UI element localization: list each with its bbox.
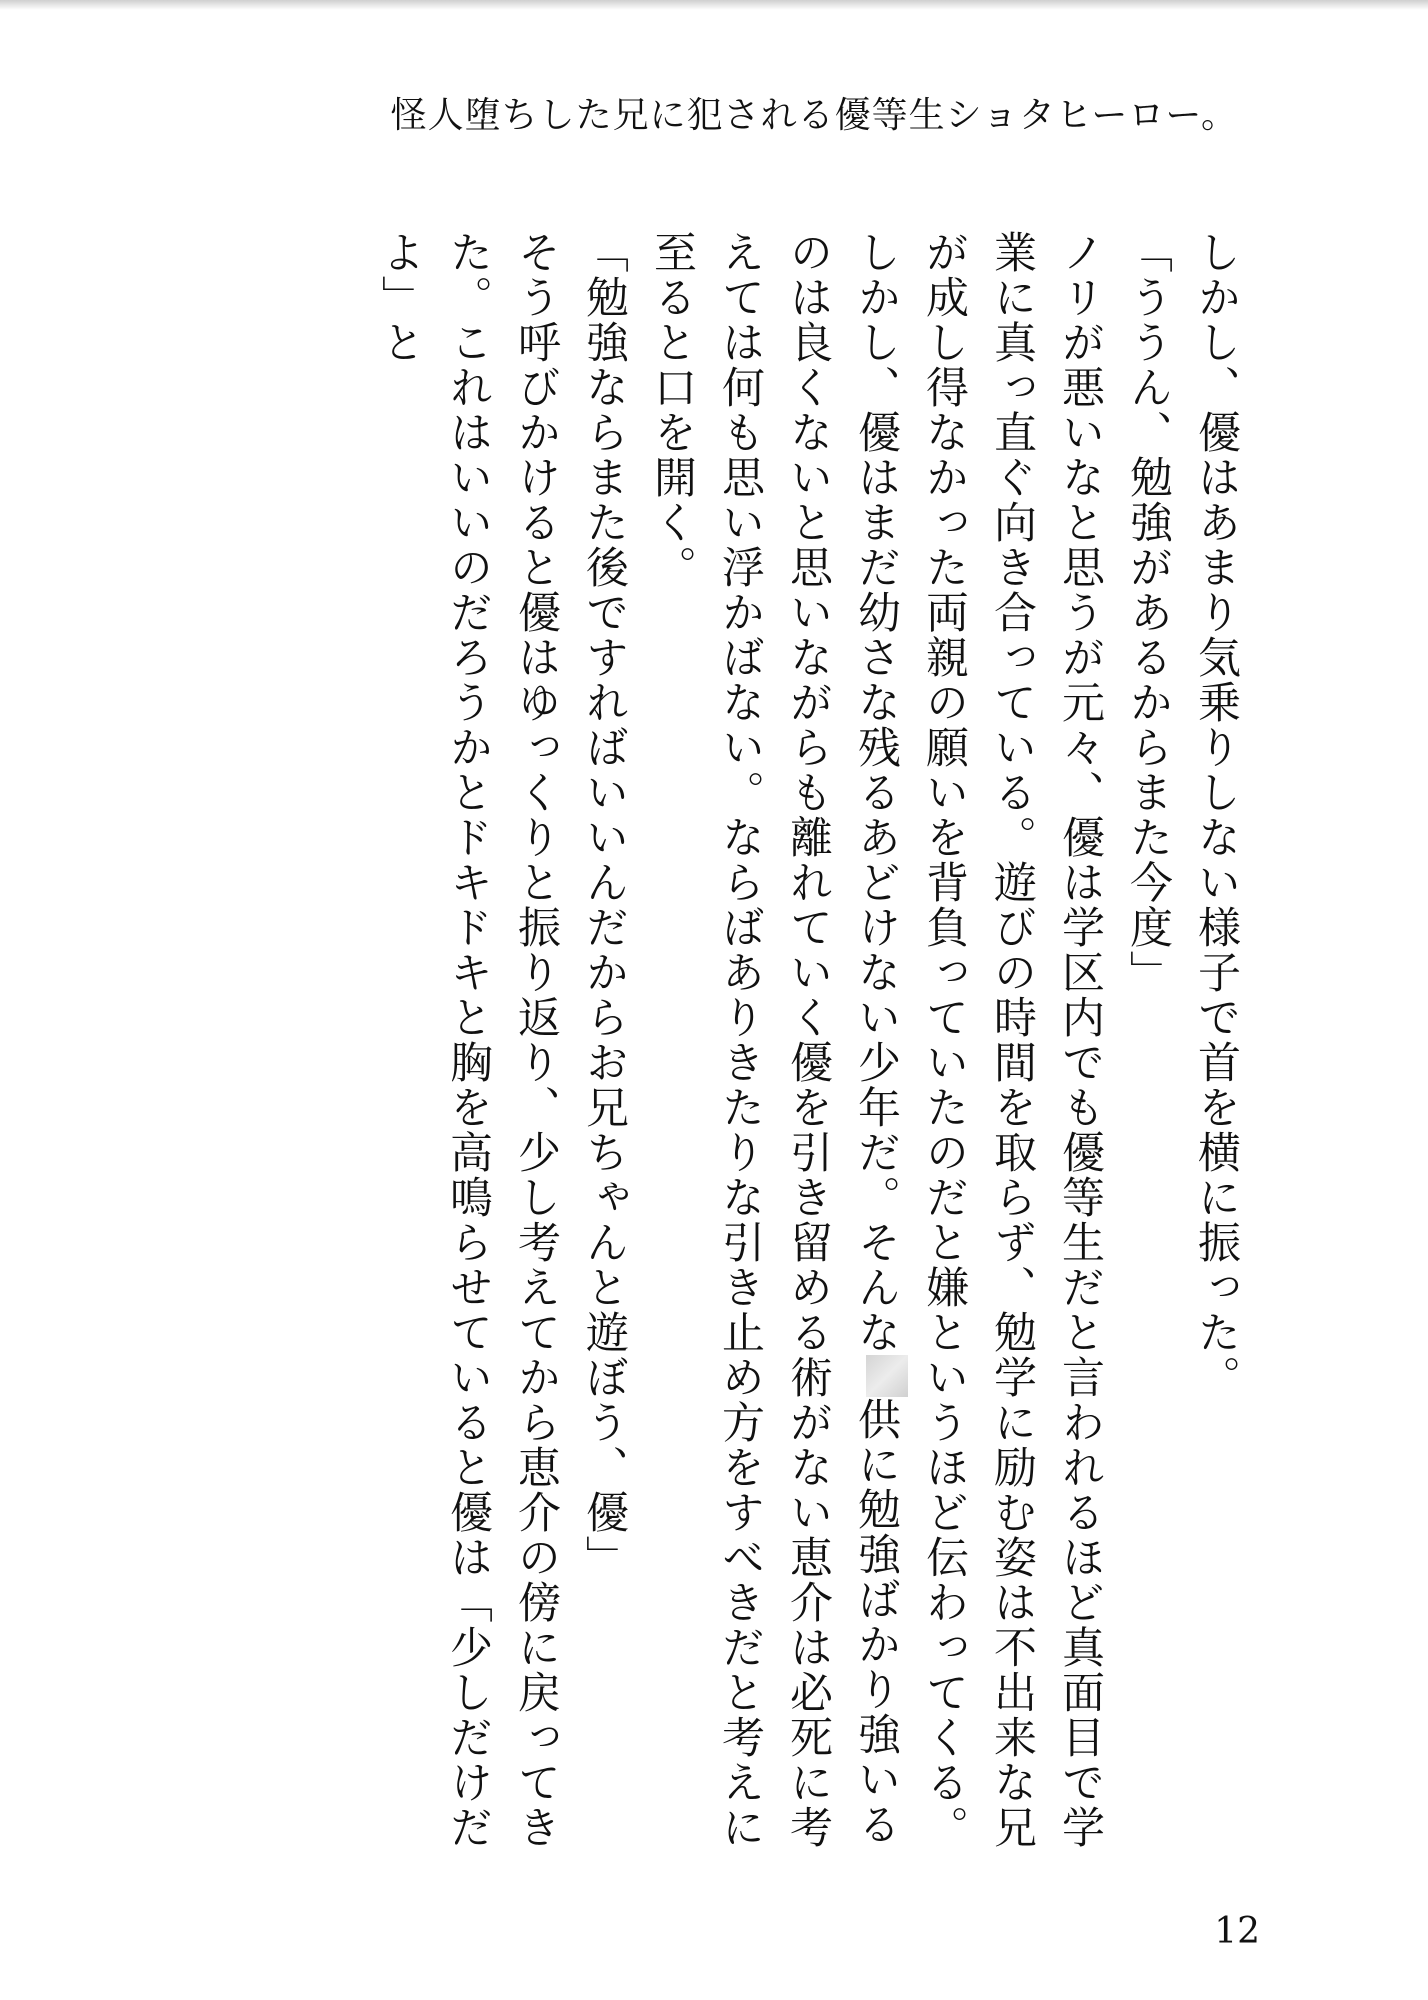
dialog-line-2: 「勉強ならまた後ですればいいんだからお兄ちゃんと遊ぼう、優」 — [579, 230, 629, 1580]
body-text — [366, 230, 1250, 1890]
paragraph-3-part-2: 供に勉強ばかり強いるのは良くないと思いながらも離れていく優を引き留める術がない恵介は必死に考えては何も思い浮かばない。ならばありきたりな引き止め方をすべきだと考えに至ると口を開く。 — [647, 230, 901, 1850]
censor-block — [866, 1355, 908, 1397]
running-title: 怪人堕ちした兄に犯される優等生ショタヒーロー。 — [390, 95, 1238, 136]
dialog-line-1: 「ううん、勉強があるからまた今度」 — [1123, 230, 1173, 995]
paragraph-3-part-1: しかし、優はまだ幼さな残るあどけない少年だ。そんな — [851, 230, 901, 1355]
paragraph-2: ノリが悪いなと思うが元々、優は学区内でも優等生だと言われるほど真面目で学業に真っ直ぐ向き合っている。遊びの時間を取らず、勉学に励む姿は不出来な兄が成し得なかった両親の願いを背負っていたのだと嫌というほど伝わってくる。 — [919, 230, 1105, 1850]
page-number: 12 — [1214, 1911, 1260, 1952]
paragraph-3 — [638, 230, 910, 1890]
paragraph-4: そう呼びかけると優はゆっくりと振り返り、少し考えてから恵介の傍に戻ってきた。これはいいのだろうかとドキドキと胸を高鳴らせていると優は「少しだけだよ」と — [375, 230, 561, 1850]
paragraph-1: しかし、優はあまり気乗りしない様子で首を横に振った。 — [1191, 230, 1241, 1400]
top-shadow — [0, 0, 1428, 10]
